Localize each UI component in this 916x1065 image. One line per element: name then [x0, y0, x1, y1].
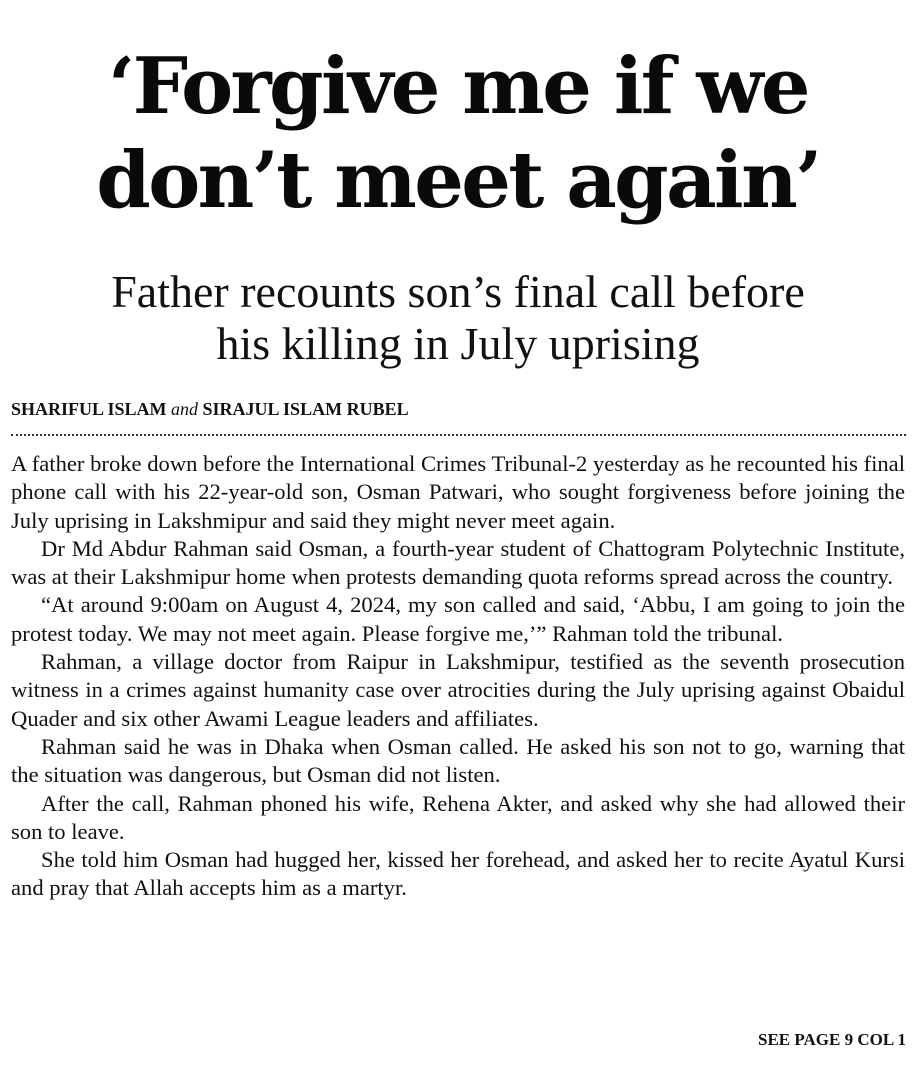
byline-author-2: SIRAJUL ISLAM RUBEL: [202, 399, 409, 419]
article-paragraph-6: After the call, Rahman phoned his wife, Rehena Akter, and asked why she had allowed their son to leave.: [11, 790, 905, 844]
byline: [11, 398, 409, 420]
article-paragraph-7: She told him Osman had hugged her, kissed her forehead, and asked her to recite Ayatul Kursi and pray that Allah accepts him as a martyr.: [11, 847, 905, 901]
byline-author-1: SHARIFUL ISLAM: [11, 399, 167, 419]
subheadline: [0, 266, 916, 370]
article-paragraph-5: Rahman said he was in Dhaka when Osman called. He asked his son not to go, warning that the situation was dangerous, but Osman did not listen.: [11, 733, 905, 788]
headline-line-2: don’t meet again’: [96, 135, 820, 226]
article-body: [11, 450, 905, 903]
article-paragraph-2: Dr Md Abdur Rahman said Osman, a fourth-year student of Chattogram Polytechnic Institute, was at their Lakshmipur home when protests demanding quota reforms spread across the country.: [11, 535, 905, 590]
byline-conjunction: and: [171, 399, 199, 419]
dotted-divider: [11, 434, 906, 436]
headline: [0, 40, 916, 228]
subheadline-line-2: his killing in July uprising: [216, 318, 700, 369]
subheadline-line-1: Father recounts son’s final call before: [111, 266, 805, 317]
article-paragraph-4: Rahman, a village doctor from Raipur in Lakshmipur, testified as the seventh prosecution witness in a crimes against humanity case over atrocities during the July uprising against Obaidul Quader and six other Awami League leaders and affiliates.: [11, 649, 905, 731]
article-paragraph-3: “At around 9:00am on August 4, 2024, my son called and said, ‘Abbu, I am going to join the protest today. We may not meet again. Please forgive me,’” Rahman told the tribunal.: [11, 592, 905, 646]
article-paragraph-1: A father broke down before the International Crimes Tribunal-2 yesterday as he recounted his final phone call with his 22-year-old son, Osman Patwari, who sought forgiveness before joining the July uprising in Lakshmipur and said they might never meet again.: [11, 451, 905, 533]
headline-line-1: ‘Forgive me if we: [108, 41, 808, 132]
continuation-jump-line: SEE PAGE 9 COL 1: [758, 1030, 906, 1049]
